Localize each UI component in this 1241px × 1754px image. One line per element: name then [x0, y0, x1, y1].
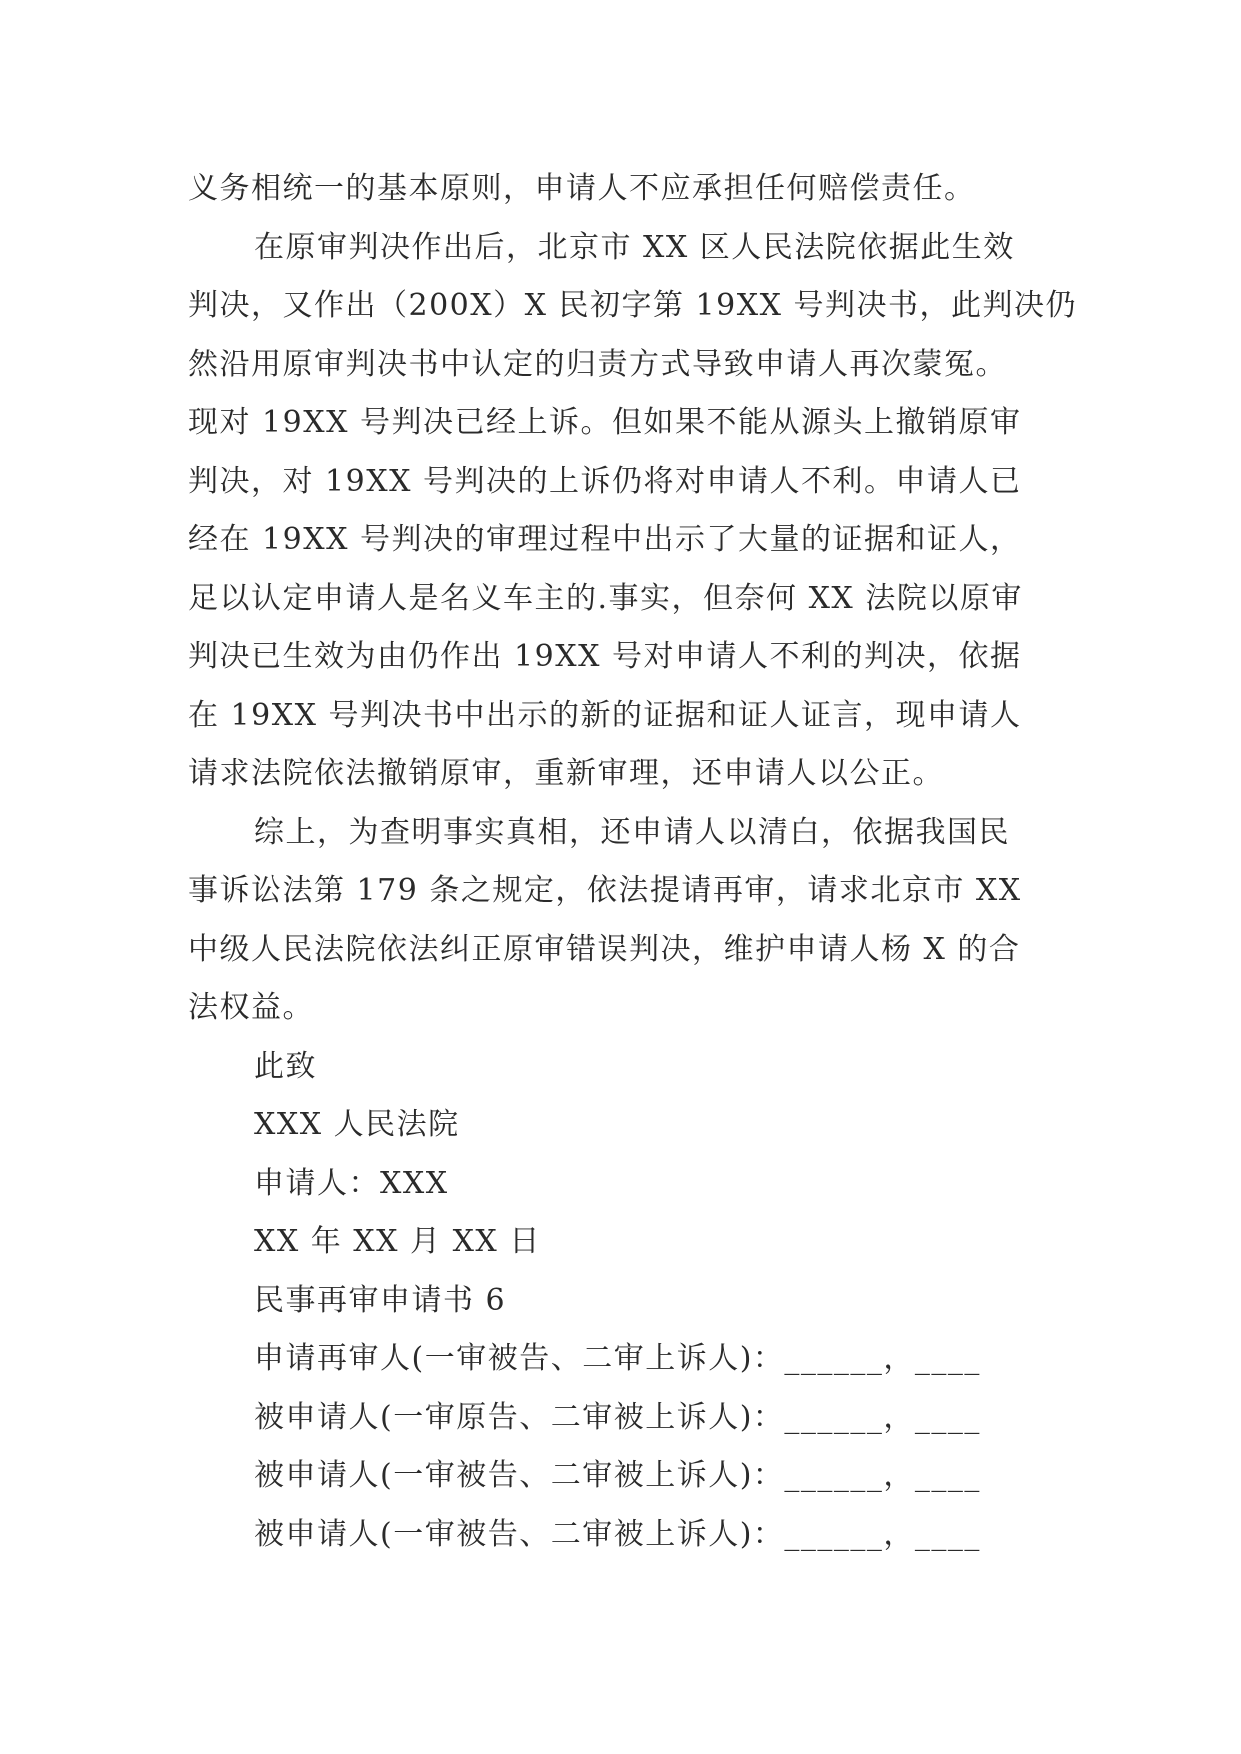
paragraph-line: 请求法院依法撤销原审，重新审理，还申请人以公正。 — [188, 756, 944, 791]
paragraph-line: 综上，为查明事实真相，还申请人以清白，依据我国民 — [254, 814, 1010, 850]
party-line: 申请再审人(一审被告、二审上诉人)：______，____ — [254, 1341, 981, 1376]
paragraph-line: 在 19XX 号判决书中出示的新的证据和证人证言，现申请人 — [188, 697, 1022, 733]
paragraph-line: 经在 19XX 号判决的审理过程中出示了大量的证据和证人， — [188, 522, 1022, 557]
document-heading: 民事再审申请书 6 — [254, 1282, 507, 1318]
paragraph-line: 法权益。 — [188, 990, 314, 1025]
paragraph-line: 中级人民法院依法纠正原审错误判决，维护申请人杨 X 的合 — [188, 931, 1021, 967]
party-line: 被申请人(一审原告、二审被上诉人)：______，____ — [254, 1399, 981, 1435]
court-name: XXX 人民法院 — [254, 1107, 460, 1142]
paragraph-line: 判决已生效为由仍作出 19XX 号对申请人不利的判决，依据 — [188, 639, 1022, 674]
party-line: 被申请人(一审被告、二审被上诉人)：______，____ — [254, 1516, 981, 1552]
party-line: 被申请人(一审被告、二审被上诉人)：______，____ — [254, 1458, 981, 1493]
salutation: 此致 — [254, 1048, 317, 1084]
paragraph-line: 判决，又作出（200X）X 民初字第 19XX 号判决书，此判决仍 — [188, 288, 1077, 323]
paragraph-line: 然沿用原审判决书中认定的归责方式导致申请人再次蒙冤。 — [188, 346, 1007, 382]
applicant-signature: 申请人：XXX — [254, 1165, 449, 1201]
paragraph-line: 事诉讼法第 179 条之规定，依法提请再审，请求北京市 XX — [188, 873, 1022, 908]
paragraph-line: 现对 19XX 号判决已经上诉。但如果不能从源头上撤销原审 — [188, 405, 1022, 440]
date-line: XX 年 XX 月 XX 日 — [254, 1224, 541, 1259]
paragraph-line: 足以认定申请人是名义车主的.事实，但奈何 XX 法院以原审 — [188, 580, 1023, 616]
document-body — [188, 160, 1077, 1564]
paragraph-line: 义务相统一的基本原则，申请人不应承担任何赔偿责任。 — [188, 171, 976, 206]
paragraph-line: 判决，对 19XX 号判决的上诉仍将对申请人不利。申请人已 — [188, 463, 1022, 499]
paragraph-line: 在原审判决作出后，北京市 XX 区人民法院依据此生效 — [254, 229, 1015, 265]
